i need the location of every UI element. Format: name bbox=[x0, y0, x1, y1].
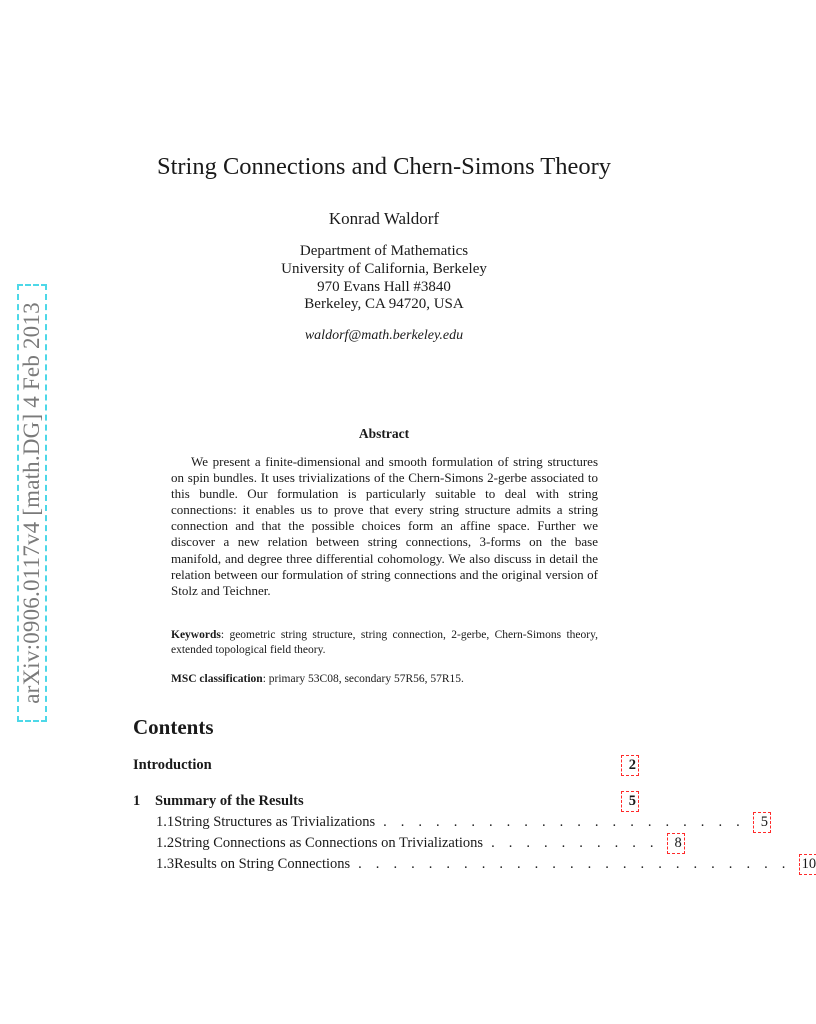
toc-leader: . . . . . . . . . . . . . . . . . . . . . . . . . bbox=[358, 856, 791, 872]
paper-title: String Connections and Chern-Simons Theory bbox=[156, 153, 612, 180]
toc-entry-number: 1.1 bbox=[156, 814, 175, 830]
author-email-link[interactable]: waldorf@math.berkeley.edu bbox=[304, 328, 464, 343]
msc-text: : primary 53C08, secondary 57R56, 57R15. bbox=[262, 673, 464, 685]
toc-entry-number: 1.3 bbox=[156, 856, 175, 872]
toc-entry-number: 1 bbox=[133, 793, 141, 809]
toc-entry-title: String Connections as Connections on Trivializations bbox=[174, 835, 484, 851]
toc-page-link[interactable]: 5 bbox=[755, 814, 769, 831]
arxiv-stamp bbox=[17, 284, 47, 722]
arxiv-identifier: arXiv:0906.0117v4 [math.DG] 4 Feb 2013 bbox=[19, 302, 44, 704]
msc-label: MSC classification bbox=[171, 673, 263, 685]
toc-entry-title: Results on String Connections bbox=[174, 856, 351, 872]
keywords-paragraph bbox=[171, 628, 598, 658]
toc-entry-number: 1.2 bbox=[156, 835, 175, 851]
toc-leader: . . . . . . . . . . . . . . . . . . . . . bbox=[383, 814, 745, 830]
affiliation-street: 970 Evans Hall #3840 bbox=[317, 279, 451, 295]
contents-heading: Contents bbox=[133, 715, 214, 739]
author-name: Konrad Waldorf bbox=[328, 209, 440, 228]
abstract-heading: Abstract bbox=[358, 426, 410, 441]
keywords-label: Keywords bbox=[171, 629, 221, 641]
keywords-text: : geometric string structure, string connection, 2-gerbe, Chern-Simons theory, extended topological field theory. bbox=[171, 629, 598, 656]
toc-entry-title: Introduction bbox=[133, 757, 212, 773]
toc-entry-string-structures[interactable] bbox=[156, 814, 768, 834]
toc-leader: . . . . . . . . . . bbox=[491, 835, 659, 851]
toc-entry-introduction[interactable] bbox=[133, 757, 637, 777]
toc-page-link[interactable]: 8 bbox=[669, 835, 683, 852]
toc-page-link[interactable]: 10 bbox=[801, 856, 816, 872]
affiliation-university: University of California, Berkeley bbox=[281, 261, 487, 277]
msc-paragraph bbox=[171, 672, 598, 687]
toc-page-link[interactable]: 5 bbox=[623, 793, 637, 810]
toc-page-link[interactable]: 2 bbox=[623, 757, 637, 774]
abstract-body: We present a finite-dimensional and smooth formulation of string structures on spin bundles. It uses trivializations of the Chern-Simons 2-gerbe associated to this bundle. Our formulation is particularly suitable to deal with string connections: it enables us to prove that every string structure admits a string connection and that the possible choices form an affine space. Further we discover a new relation between string connections, 3-forms on the base manifold, and degree three differential cohomology. We also discuss in detail the relation between our formulation of string connections and the original version of Stolz and Teichner. bbox=[171, 454, 598, 598]
affiliation-city: Berkeley, CA 94720, USA bbox=[304, 296, 464, 312]
toc-entry-title: String Structures as Trivializations bbox=[174, 814, 376, 830]
toc-entry-results[interactable] bbox=[156, 856, 816, 876]
toc-entry-title: Summary of the Results bbox=[155, 793, 304, 809]
toc-entry-summary[interactable] bbox=[133, 793, 637, 813]
toc-entry-string-connections[interactable] bbox=[156, 835, 682, 855]
affiliation-department: Department of Mathematics bbox=[299, 243, 469, 259]
